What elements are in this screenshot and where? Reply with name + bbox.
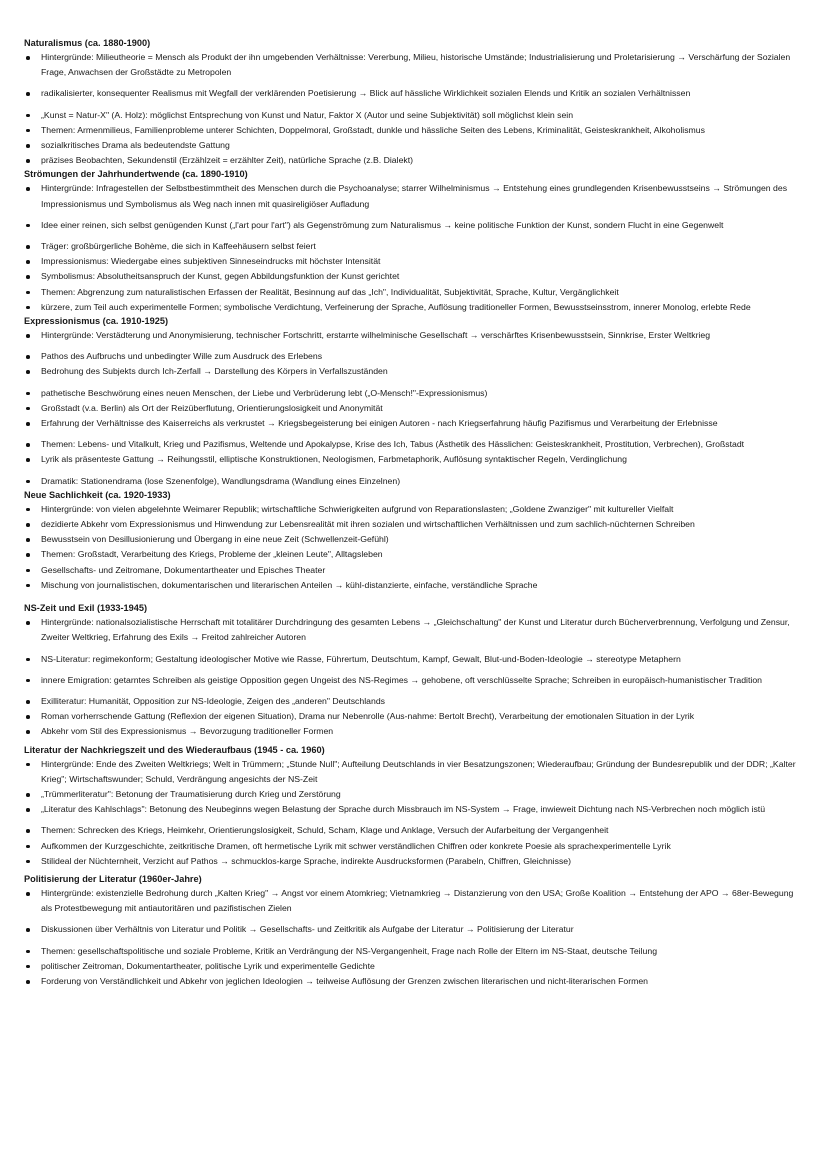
list-item: Hintergründe: existenzielle Bedrohung durch „Kalten Krieg" → Angst vor einem Atomkrieg; Vietnamkrieg → Distanzierung von den USA; Große Koalition → Entstehung der APO → 68er-Bewegung als Protestbewegung mit antiautoritären und pazifistischen Zielen [24,886,806,916]
bullet-list [24,886,806,989]
list-item: Themen: gesellschaftspolitische und soziale Probleme, Kritik an Verdrängung der NS-Vergangenheit, Frage nach Rolle der Eltern im NS-Staat, deutsche Teilung [24,944,806,959]
section-politisierung [24,873,806,989]
list-item: Forderung von Verständlichkeit und Abkehr von jeglichen Ideologien → teilweise Auflösung der Grenzen zwischen literarischen und nicht-literarischen Formen [24,974,806,989]
section-heading: Strömungen der Jahrhundertwende (ca. 1890-1910) [24,169,248,180]
list-item: Mischung von journalistischen, dokumentarischen und literarischen Anteilen → kühl-distanzierte, einfache, verständliche Sprache [24,578,806,593]
list-item: Themen: Schrecken des Kriegs, Heimkehr, Orientierungslosigkeit, Schuld, Scham, Klage und Anklage, Versuch der Aufarbeitung der Vergangenheit [24,823,806,838]
bullet-list [24,328,806,489]
list-item: Roman vorherrschende Gattung (Reflexion der eigenen Situation), Drama nur Nebenrolle (Aus-nahme: Bertolt Brecht), Verarbeitung der emotionalen Situation in der Lyrik [24,709,806,724]
section-neue-sachlichkeit [24,489,806,593]
list-item: Lyrik als präsenteste Gattung → Reihungsstil, elliptische Konstruktionen, Neologismen, Farbmetaphorik, Auflösung syntaktischer Regeln, Verdinglichung [24,452,806,467]
list-item: pathetische Beschwörung eines neuen Menschen, der Liebe und Verbrüderung lebt („O-Mensch!"-Expressionismus) [24,386,806,401]
section-heading: Politisierung der Literatur (1960er-Jahre) [24,873,202,884]
list-item: „Literatur des Kahlschlags": Betonung des Neubeginns wegen Belastung der Sprache durch Missbrauch im NS-System → Frage, inwieweit Dichtung nach NS-Verbrechen noch möglich istü [24,802,806,817]
list-item: Themen: Großstadt, Verarbeitung des Kriegs, Probleme der „kleinen Leute", Alltagsleben [24,547,806,562]
section-heading: Naturalismus (ca. 1880-1900) [24,38,151,48]
section-heading: NS-Zeit und Exil (1933-1945) [24,603,148,614]
list-item: Bewusstsein von Desillusionierung und Übergang in eine neue Zeit (Schwellenzeit-Gefühl) [24,532,806,547]
list-item: präzises Beobachten, Sekundenstil (Erzählzeit = erzählter Zeit), natürliche Sprache (z.B. Dialekt) [24,153,806,168]
list-item: Träger: großbürgerliche Bohème, die sich in Kaffeehäusern selbst feiert [24,239,806,254]
list-item: politischer Zeitroman, Dokumentartheater, politische Lyrik und experimentelle Gedichte [24,959,806,974]
list-item: kürzere, zum Teil auch experimentelle Formen; symbolische Verdichtung, Verfeinerung der Sprache, Auflösung traditioneller Formen, Bewusstseinsstrom, innerer Monolog, erlebte Rede [24,300,806,315]
list-item: dezidierte Abkehr vom Expressionismus und Hinwendung zur Lebensrealität mit ihren sozialen und wirtschaftlichen Verhältnissen und zum sachlich-nüchternen Schreiben [24,517,806,532]
list-item: Hintergründe: Verstädterung und Anonymisierung, technischer Fortschritt, erstarrte wilhelminische Gesellschaft → verschärftes Krisenbewusstsein, Sinnkrise, Erster Weltkrieg [24,328,806,343]
list-item: Hintergründe: von vielen abgelehnte Weimarer Republik; wirtschaftliche Schwierigkeiten aufgrund von Reparationslasten; „Goldene Zwanziger" mit kultureller Vielfalt [24,502,806,517]
list-item: „Trümmerliteratur": Betonung der Traumatisierung durch Krieg und Zerstörung [24,787,806,802]
list-item: Erfahrung der Verhältnisse des Kaiserreichs als verkrustet → Kriegsbegeisterung bei einigen Autoren - nach Kriegserfahrung häufig Pazifismus und Verarbeitung der Erlebnisse [24,416,806,431]
list-item: Themen: Lebens- und Vitalkult, Krieg und Pazifismus, Weltende und Apokalypse, Krise des Ich, Tabus (Ästhetik des Hässlichen: Geisteskrankheit, Prostitution, Verbrechen), Großstadt [24,437,806,452]
list-item: Aufkommen der Kurzgeschichte, zeitkritische Dramen, oft hermetische Lyrik mit schwer verständlichen Chiffren oder konkrete Poesie als sprachexperimentelle Lyrik [24,839,806,854]
bullet-list [24,181,806,315]
section-jahrhundertwende [24,168,806,315]
list-item: NS-Literatur: regimekonform; Gestaltung ideologischer Motive wie Rasse, Führertum, Deutschtum, Kampf, Gewalt, Blut-und-Boden-Ideologie → stereotype Metaphern [24,652,806,667]
list-item: Bedrohung des Subjekts durch Ich-Zerfall → Darstellung des Körpers in Verfallszuständen [24,364,806,379]
section-naturalismus [24,37,806,168]
list-item: Hintergründe: Milieutheorie = Mensch als Produkt der ihn umgebenden Verhältnisse: Vererbung, Milieu, historische Umstände; Industrialisierung und Proletarisierung → Verschärfung der Sozialen Frage, Anwachsen der Großstädte zu Metropolen [24,50,806,80]
list-item: Abkehr vom Stil des Expressionismus → Bevorzugung traditioneller Formen [24,724,806,739]
list-item: Idee einer reinen, sich selbst genügenden Kunst („l'art pour l'art") als Gegenströmung zum Naturalismus → keine politische Funktion der Kunst, sondern Flucht in eine Gegenwelt [24,218,806,233]
list-item: Hintergründe: Infragestellen der Selbstbestimmtheit des Menschen durch die Psychoanalyse; starrer Wilhelminismus → Entstehung eines grundlegenden Krisenbewusstseins → Strömungen des Impressionismus und Symbolismus als Weg nach innen mit quasireligiöser Aufladung [24,181,806,211]
list-item: Dramatik: Stationendrama (lose Szenenfolge), Wandlungsdrama (Wandlung eines Einzelnen) [24,474,806,489]
section-nachkriegszeit [24,744,806,869]
list-item: Exilliteratur: Humanität, Opposition zur NS-Ideologie, Zeigen des „anderen" Deutschlands [24,694,806,709]
list-item: Themen: Armenmilieus, Familienprobleme unterer Schichten, Doppelmoral, Großstadt, dunkle und hässliche Seiten des Lebens, Kriminalität, Geisteskrankheit, Alkoholismus [24,123,806,138]
list-item: Diskussionen über Verhältnis von Literatur und Politik → Gesellschafts- und Zeitkritik als Aufgabe der Literatur → Politisierung der Literatur [24,922,806,937]
list-item: Hintergründe: Ende des Zweiten Weltkriegs; Welt in Trümmern; „Stunde Null"; Aufteilung Deutschlands in vier Besatzungszonen; Wiederaufbau; Gründung der Bundesrepublik und der DDR; „Kalter Krieg"; Wirtschaftswunder; Schuld, Verdrängung angesichts der NS-Zeit [24,757,806,787]
list-item: „Kunst = Natur-X" (A. Holz): möglichst Entsprechung von Kunst und Natur, Faktor X (Autor und seine Subjektivität) soll möglichst klein sein [24,108,806,123]
list-item: radikalisierter, konsequenter Realismus mit Wegfall der verklärenden Poetisierung → Blick auf hässliche Wirklichkeit sozialen Elends und Kritik an sozialen Verhältnissen [24,86,806,101]
list-item: sozialkritisches Drama als bedeutendste Gattung [24,138,806,153]
list-item: Stilideal der Nüchternheit, Verzicht auf Pathos → schmucklos-karge Sprache, indirekte Ausdrucksformen (Parabeln, Chiffren, Gleichnisse) [24,854,806,869]
section-heading: Expressionismus (ca. 1910-1925) [24,316,169,327]
bullet-list [24,502,806,593]
list-item: innere Emigration: getarntes Schreiben als geistige Opposition gegen Ungeist des NS-Regimes → gehobene, oft verschlüsselte Sprache; Schreiben in europäisch-humanistischer Tradition [24,673,806,688]
list-item: Pathos des Aufbruchs und unbedingter Wille zum Ausdruck des Erlebens [24,349,806,364]
section-ns-zeit-exil [24,602,806,739]
section-heading: Neue Sachlichkeit (ca. 1920-1933) [24,489,171,500]
section-heading: Literatur der Nachkriegszeit und des Wiederaufbaus (1945 - ca. 1960) [24,744,325,755]
list-item: Themen: Abgrenzung zum naturalistischen Erfassen der Realität, Besinnung auf das „Ich", Individualität, Subjektivität, Sprache, Kultur, Vergänglichkeit [24,285,806,300]
list-item: Symbolismus: Absolutheitsanspruch der Kunst, gegen Abbildungsfunktion der Kunst gerichtet [24,269,806,284]
list-item: Großstadt (v.a. Berlin) als Ort der Reizüberflutung, Orientierungslosigkeit und Anonymität [24,401,806,416]
list-item: Impressionismus: Wiedergabe eines subjektiven Sinneseindrucks mit höchster Intensität [24,254,806,269]
bullet-list [24,757,806,869]
bullet-list [24,50,806,168]
list-item: Gesellschafts- und Zeitromane, Dokumentartheater und Episches Theater [24,563,806,578]
section-expressionismus [24,315,806,489]
list-item: Hintergründe: nationalsozialistische Herrschaft mit totalitärer Durchdringung des gesamten Lebens → „Gleichschaltung" der Kunst und Literatur durch Bücherverbrennung, Verfolgung und Zensur, Zweiter Weltkrieg, Erfahrung des Exils → Freitod zahlreicher Autoren [24,615,806,645]
bullet-list [24,615,806,739]
